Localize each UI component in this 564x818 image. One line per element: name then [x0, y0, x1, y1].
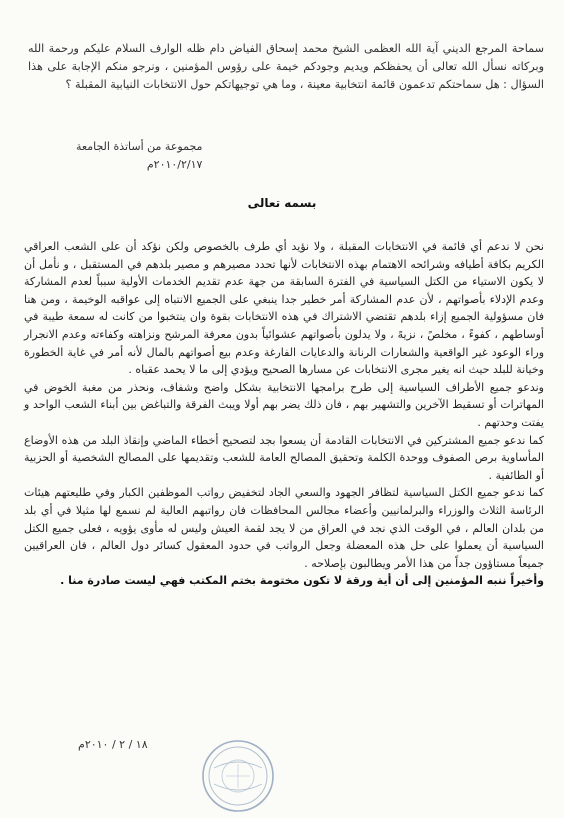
question-signature: مجموعة من أساتذة الجامعة — [76, 140, 203, 153]
question-date: ٢٠١٠/٢/١٧م — [146, 158, 203, 171]
office-seal-stamp — [200, 738, 276, 814]
answer-paragraph: كما ندعو جميع المشتركين في الانتخابات القادمة أن يسعوا بجد لتصحيح أخطاء الماضي وإنقاذ البلد من هذه الأوضاع المأساوية برص الصفوف ووحدة الكلمة وتحقيق المصالح العامة للشعب وتقديمها على المصالح الشخصية أو الحزبية أو الطائفية . — [24, 433, 544, 482]
answer-closing: وأخيراً ننبه المؤمنين إلى أن أية ورقة لا تكون مختومة بختم المكتب فهي ليست صادرة منا . — [60, 574, 544, 588]
question-letter — [28, 40, 544, 94]
basmala-heading: بسمه تعالى — [247, 196, 317, 210]
question-paragraph: سماحة المرجع الديني آية الله العظمى الشيخ محمد إسحاق الفياض دام ظله الوارف السلام عليكم ورحمة الله وبركاته نسأل الله تعالى أن يحفظكم ويديم وجودكم خيمة على رؤوس المؤمنين ، ونرجو منكم الإجابة على هذا السؤال : هل سماحتكم تدعمون قائمة انتخابية معينة ، وما هي توجيهاتكم حول الانتخابات النيابية المقبلة ؟ — [28, 42, 544, 91]
answer-body — [24, 238, 544, 590]
question-signature-block — [76, 138, 202, 174]
answer-paragraph: كما ندعو جميع الكتل السياسية لتظافر الجهود والسعي الجاد لتخفيض رواتب الموظفين الكبار وفي طليعتهم هيئات الرئاسة الثلاث والوزراء والبرلمانيين وأعضاء مجالس المحافظات فان رواتبهم العالية لم نسمع لها مثيلا في أي بلد من بلدان العالم ، في الوقت الذي نجد في العراق من لا يجد لقمة العيش وليس له مأوى يؤويه ، فعلى جميع الكتل السياسية أن يعملوا على حل هذه المعضلة وجعل الرواتب في حدود المعقول كسائر دول العالم ، فان العراقيين جميعاً مستاؤون جداً من هذا الأمر ويطالبون بإصلاحه . — [24, 486, 544, 570]
answer-paragraph: نحن لا ندعم أي قائمة في الانتخابات المقبلة ، ولا نؤيد أي طرف بالخصوص ولكن نؤكد أن على الشعب العراقي الكريم بكافة أطيافه وشرائحه الاهتمام بهذه الانتخابات لأنها تحدد مصيرهم و مصير بلدهم في المستقبل ، و نأمل أن لا يكون الاستياء من الكتل السياسية في الفترة السابقة من جهة عدم تقديم الخدمات الأولية سبباً لعدم المشاركة وعدم الإدلاء بأصواتهم ، لأن عدم المشاركة أمر خطير جدا ينبغي على الجميع الانتباه إلى عواقبه الوخيمة ، ومن هنا فان مسؤولية الجميع إزاء بلدهم تقتضي الاشتراك في هذه الانتخابات بقوة وان ينتخبوا من كانت له سمعة طيبة في أوساطهم ، كفوءً ، مخلصً ، نزيهً ، ولا يدلون بأصواتهم عشوائياً بدون معرفة المرشح ونزاهته وكفاءته وعدم الانجرار وراء الوعود غير الواقعية والشعارات الرنانة والدعايات الفارغة وعدم بيع أصواتهم بالمال لأنه أمر في غاية الخطورة وخيانة للبلد حيث انه يغير مجرى الانتخابات عن مسارها الصحيح ويؤدي إلى ما لا يحمد عقباه . — [24, 240, 544, 377]
answer-date: ١٨ / ٢ / ٢٠١٠م — [78, 738, 148, 751]
answer-paragraph: وندعو جميع الأطراف السياسية إلى طرح برامجها الانتخابية بشكل واضح وشفاف، ونحذر من مغبة الخوض في المهاترات أو تسقيط الآخرين والتشهير بهم ، فان ذلك يضر بهم أولا ويبث الفرقة والتباغض بين أبناء الشعب الواحد و يفتت وحدتهم . — [24, 380, 544, 429]
